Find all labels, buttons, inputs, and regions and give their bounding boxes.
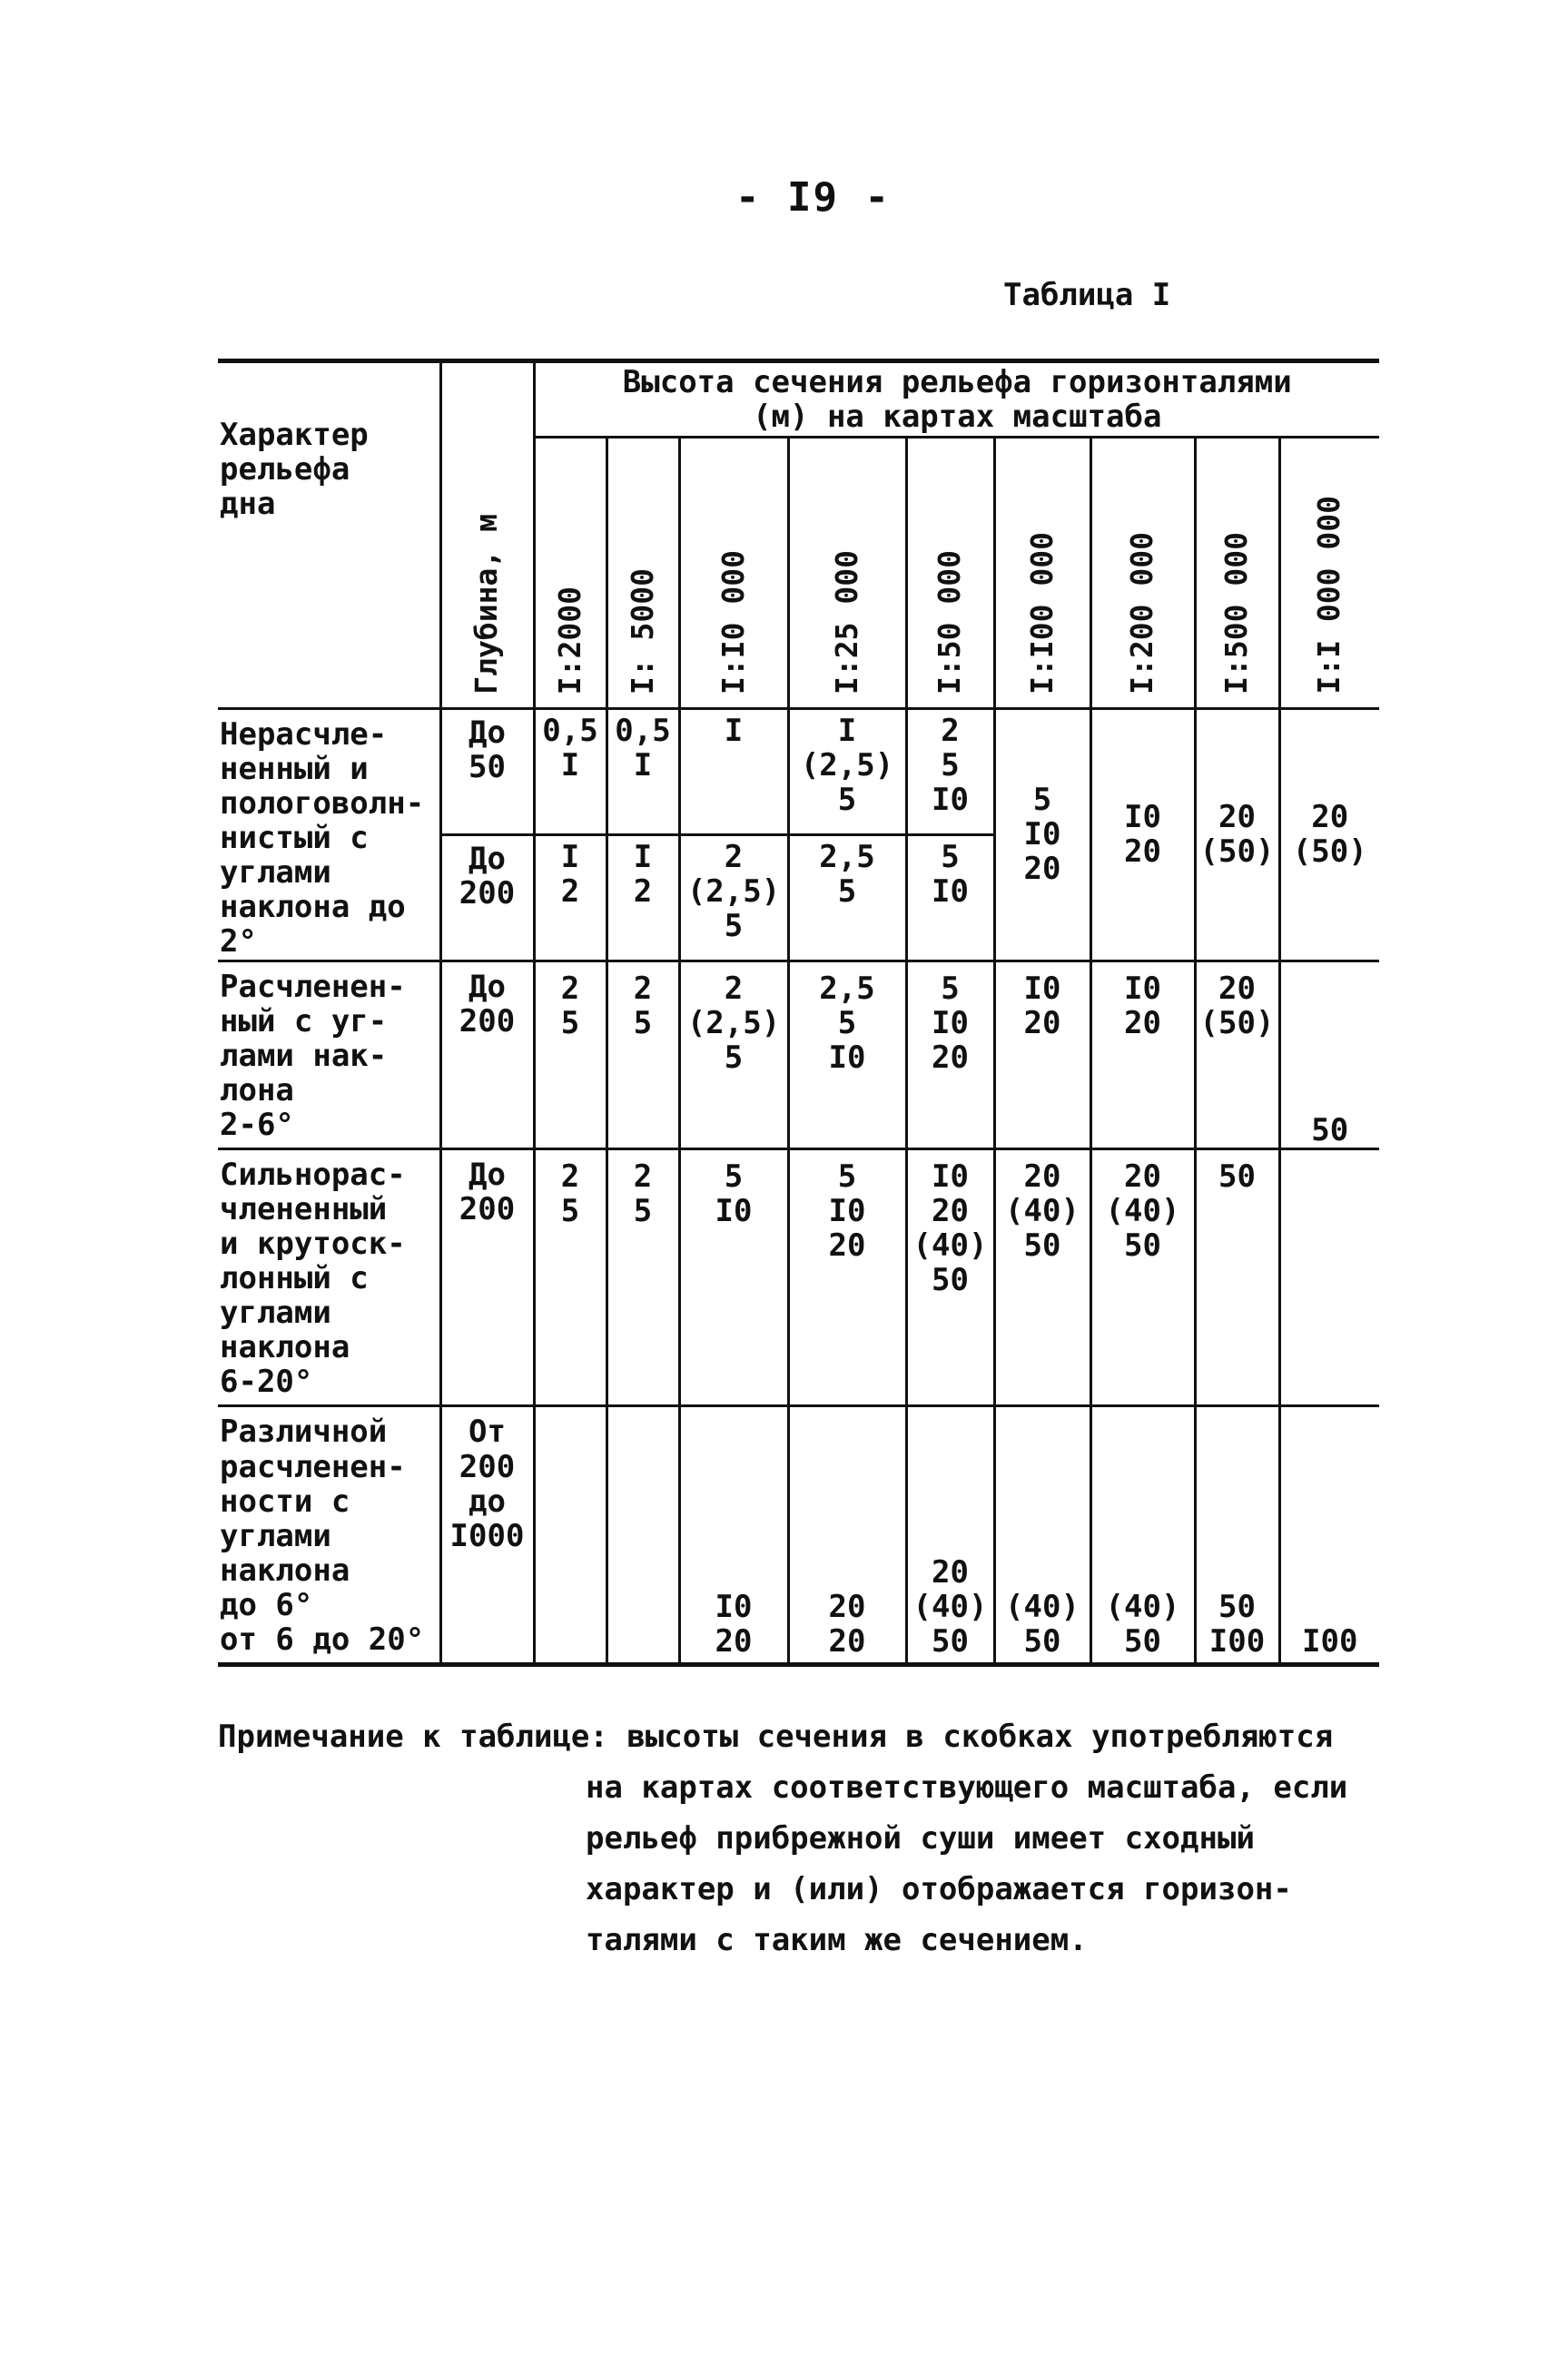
- cell-value: I0: [715, 1193, 753, 1230]
- cell-value: (40): [1005, 1588, 1080, 1625]
- cell-value: До: [468, 840, 506, 877]
- cell-value: 5: [837, 872, 857, 910]
- table-cell: [1090, 961, 1195, 1148]
- cell-value: 2°: [220, 923, 257, 961]
- header-scale: [534, 438, 606, 709]
- table-cell: [906, 961, 994, 1148]
- header-scale-label: I:I00 000: [1023, 532, 1060, 695]
- cell-value: 5: [941, 970, 960, 1007]
- header-relief: [218, 361, 440, 709]
- header-scale-label: I:25 000: [828, 549, 864, 695]
- table-cell: [606, 1148, 679, 1406]
- table-cell: [1195, 961, 1279, 1148]
- table-cell: [788, 709, 906, 835]
- cell-value: I0: [1023, 970, 1061, 1007]
- header-scale: [906, 438, 994, 709]
- header-group-line: Высота сечения рельефа горизонталями: [622, 363, 1292, 400]
- cell-value: I: [633, 747, 653, 784]
- table-row: [218, 709, 1379, 835]
- cell-value: 5: [941, 747, 960, 784]
- cell-value: I: [837, 713, 857, 749]
- table-cell: [534, 1148, 606, 1406]
- cell-value: 50: [1124, 1227, 1161, 1265]
- cell-value: До: [468, 1156, 506, 1193]
- cell-value: ности с: [220, 1483, 350, 1520]
- table-cell: [994, 1406, 1090, 1665]
- cell-value: 5: [633, 1193, 653, 1230]
- table-cell: [788, 1406, 906, 1665]
- table-cell: [1279, 1406, 1379, 1665]
- cell-value: 5: [724, 1158, 744, 1195]
- cell-value: (50): [1199, 1004, 1275, 1041]
- cell-value: I00: [1208, 1622, 1266, 1660]
- table-row: [218, 1148, 1379, 1406]
- table-cell: [679, 709, 788, 835]
- cell-value: 0,5: [542, 713, 598, 749]
- cell-value: I00: [1302, 1622, 1358, 1660]
- cell-value: I0: [1124, 799, 1161, 836]
- table-cell: [440, 1148, 534, 1406]
- header-scale: [1090, 438, 1195, 709]
- note-line: талями с таким же сечением.: [586, 1922, 1088, 1958]
- cell-value: лонный с: [220, 1260, 369, 1297]
- header-scale-label: I:I0 000: [715, 549, 751, 695]
- cell-value: I0: [932, 782, 969, 819]
- table-cell: [218, 1406, 440, 1665]
- header-scale: [606, 438, 679, 709]
- cell-value: члененный: [220, 1191, 388, 1228]
- cell-value: I: [633, 838, 653, 875]
- table-cell: [1090, 1406, 1195, 1665]
- cell-value: I0: [932, 1158, 969, 1195]
- cell-value: От: [468, 1414, 506, 1451]
- cell-value: 20: [932, 1193, 969, 1230]
- note-line: характер и (или) отображается горизон-: [586, 1871, 1292, 1907]
- table-cell: [534, 709, 606, 835]
- cell-value: 5: [560, 1004, 580, 1041]
- cell-value: 20: [1124, 833, 1161, 871]
- cell-value: 5: [837, 782, 857, 819]
- cell-value: 2: [633, 1158, 653, 1195]
- table-cell: [606, 834, 679, 961]
- table-cell: [994, 961, 1090, 1148]
- header-depth: [440, 361, 534, 709]
- cell-value: 50: [1218, 1588, 1256, 1625]
- table-cell: [534, 961, 606, 1148]
- cell-value: (50): [1292, 833, 1367, 871]
- cell-value: 2-6°: [220, 1106, 294, 1143]
- table-cell: [606, 1406, 679, 1665]
- relief-contour-table: [218, 359, 1379, 1667]
- header-scale: [1279, 438, 1379, 709]
- cell-value: 2: [724, 970, 744, 1007]
- cell-value: (40): [1105, 1193, 1180, 1230]
- table-cell: [1195, 1406, 1279, 1665]
- header-scale-label: I: 5000: [624, 567, 660, 695]
- cell-value: (2,5): [800, 747, 894, 784]
- cell-value: I0: [1023, 816, 1061, 853]
- cell-value: I0: [715, 1588, 753, 1625]
- note-line: рельеф прибрежной суши имеет сходный: [586, 1820, 1255, 1857]
- table-cell: [1090, 1148, 1195, 1406]
- header-scale: [679, 438, 788, 709]
- cell-value: До: [468, 714, 506, 751]
- cell-value: 5: [837, 1004, 857, 1041]
- header-scale-label: I:500 000: [1218, 532, 1255, 695]
- cell-value: 2: [560, 1158, 580, 1195]
- cell-value: I: [724, 713, 744, 749]
- cell-value: (2,5): [686, 1004, 781, 1041]
- header-scale: [1195, 438, 1279, 709]
- table-cell: [906, 1406, 994, 1665]
- note-lead: Примечание к таблице: высоты сечения в скобках употребляются: [218, 1719, 1334, 1755]
- cell-value: наклона до: [220, 889, 406, 926]
- table-cell: [440, 834, 534, 961]
- cell-value: до: [468, 1483, 506, 1520]
- cell-value: 20: [1311, 799, 1349, 836]
- cell-value: 50: [932, 1262, 969, 1299]
- header-scale-label: I:200 000: [1124, 532, 1160, 695]
- table-cell: [994, 1148, 1090, 1406]
- cell-value: (50): [1199, 833, 1275, 871]
- table-row: [218, 1406, 1379, 1665]
- cell-value: 20: [1124, 1004, 1161, 1041]
- cell-value: наклона: [220, 1552, 350, 1589]
- cell-value: лона: [220, 1071, 294, 1109]
- table-cell: [906, 709, 994, 835]
- table-cell: [906, 834, 994, 961]
- cell-value: 2,5: [819, 970, 875, 1007]
- cell-value: (40): [912, 1588, 988, 1625]
- table-note: [218, 1711, 1380, 1966]
- cell-value: Сильнорас-: [220, 1156, 406, 1193]
- cell-value: от 6 до 20°: [220, 1621, 425, 1658]
- cell-value: 20: [1218, 799, 1256, 836]
- cell-value: 2: [724, 838, 744, 875]
- cell-value: 20: [932, 1553, 969, 1591]
- cell-value: углами: [220, 854, 331, 892]
- cell-value: Нерасчле-: [220, 716, 388, 753]
- cell-value: наклона: [220, 1329, 350, 1366]
- cell-value: углами: [220, 1517, 331, 1554]
- table-cell: [1279, 961, 1379, 1148]
- table-cell: [606, 709, 679, 835]
- cell-value: 20: [1023, 1004, 1061, 1041]
- table-cell: [994, 709, 1090, 961]
- cell-value: 2: [633, 970, 653, 1007]
- table-cell: [534, 1406, 606, 1665]
- table-cell: [788, 834, 906, 961]
- cell-value: 2: [560, 872, 580, 910]
- table-cell: [679, 1148, 788, 1406]
- cell-value: 5: [633, 1004, 653, 1041]
- cell-value: 20: [715, 1622, 753, 1660]
- cell-value: Различной: [220, 1414, 388, 1451]
- cell-value: 50: [1023, 1227, 1061, 1265]
- cell-value: 50: [1311, 1111, 1349, 1148]
- header-scale-label: I:2000: [551, 586, 587, 695]
- table-cell: [788, 961, 906, 1148]
- header-scale-label: I:I 000 000: [1311, 496, 1347, 695]
- table-row: [218, 961, 1379, 1148]
- table-cell: [440, 709, 534, 835]
- cell-value: 2: [633, 872, 653, 910]
- header-depth-label: Глубина, м: [468, 514, 505, 695]
- table-cell: [1279, 709, 1379, 961]
- page-number: - I9 -: [735, 174, 891, 221]
- cell-value: и крутоск-: [220, 1226, 406, 1263]
- cell-value: 20: [1218, 970, 1256, 1007]
- cell-value: 0,5: [615, 713, 671, 749]
- table-cell: [679, 961, 788, 1148]
- cell-value: 5: [724, 907, 744, 944]
- cell-value: 20: [1124, 1158, 1161, 1195]
- table-cell: [440, 1406, 534, 1665]
- cell-value: I0: [1124, 970, 1161, 1007]
- header-relief-line: Характер: [220, 417, 369, 453]
- cell-value: до 6°: [220, 1586, 313, 1623]
- table-cell: [534, 834, 606, 961]
- cell-value: углами: [220, 1295, 331, 1332]
- table-title: Таблица I: [1003, 277, 1171, 313]
- cell-value: 20: [932, 1039, 969, 1076]
- cell-value: I000: [449, 1517, 525, 1554]
- cell-value: 50: [468, 749, 506, 786]
- cell-value: Расчленен-: [220, 968, 406, 1005]
- cell-value: 5: [837, 1158, 857, 1195]
- table-cell: [218, 1148, 440, 1406]
- cell-value: 50: [1023, 1622, 1061, 1660]
- cell-value: 50: [932, 1622, 969, 1660]
- cell-value: До: [468, 968, 506, 1005]
- cell-value: 2: [560, 970, 580, 1007]
- table-cell: [788, 1148, 906, 1406]
- cell-value: (40): [1005, 1193, 1080, 1230]
- cell-value: (40): [912, 1227, 988, 1265]
- cell-value: ный с уг-: [220, 1002, 388, 1040]
- cell-value: 200: [459, 1002, 516, 1040]
- cell-value: 20: [828, 1622, 866, 1660]
- cell-value: 5: [560, 1193, 580, 1230]
- cell-value: 20: [1023, 1158, 1061, 1195]
- table-cell: [679, 834, 788, 961]
- cell-value: 2: [941, 713, 960, 749]
- cell-value: 200: [459, 1191, 516, 1228]
- table-cell: [1195, 709, 1279, 961]
- table-cell: [1195, 1148, 1279, 1406]
- note-line: на картах соответствующего масштаба, если: [586, 1769, 1348, 1806]
- cell-value: 6-20°: [220, 1364, 313, 1401]
- cell-value: I0: [932, 872, 969, 910]
- table-cell: [218, 961, 440, 1148]
- header-scale: [994, 438, 1090, 709]
- table-cell: [1090, 709, 1195, 961]
- cell-value: 50: [1218, 1158, 1256, 1195]
- header-scale-label: I:50 000: [932, 549, 968, 695]
- cell-value: 5: [1032, 782, 1052, 819]
- table-cell: [606, 961, 679, 1148]
- cell-value: расчленен-: [220, 1448, 406, 1485]
- cell-value: I: [560, 747, 580, 784]
- header-relief-line: дна: [220, 486, 276, 523]
- cell-value: лами нак-: [220, 1037, 388, 1074]
- cell-value: I0: [828, 1039, 866, 1076]
- table-cell: [440, 961, 534, 1148]
- cell-value: (2,5): [686, 872, 781, 910]
- cell-value: I0: [932, 1004, 969, 1041]
- cell-value: пологоволн-: [220, 785, 425, 823]
- cell-value: 200: [459, 874, 516, 911]
- cell-value: I0: [828, 1193, 866, 1230]
- header-scale: [788, 438, 906, 709]
- cell-value: 200: [459, 1448, 516, 1485]
- cell-value: I: [560, 838, 580, 875]
- table-cell: [906, 1148, 994, 1406]
- table-cell: [218, 709, 440, 961]
- header-relief-line: рельефа: [220, 451, 350, 488]
- cell-value: 5: [941, 838, 960, 875]
- cell-value: 20: [828, 1227, 866, 1265]
- cell-value: 20: [1023, 851, 1061, 888]
- header-group-line: (м) на картах масштаба: [753, 399, 1162, 435]
- cell-value: нистый с: [220, 820, 369, 857]
- cell-value: 20: [828, 1588, 866, 1625]
- table-cell: [1279, 1148, 1379, 1406]
- cell-value: (40): [1105, 1588, 1180, 1625]
- cell-value: 5: [724, 1039, 744, 1076]
- table-cell: [679, 1406, 788, 1665]
- cell-value: ненный и: [220, 751, 369, 788]
- cell-value: 2,5: [819, 838, 875, 875]
- cell-value: 50: [1124, 1622, 1161, 1660]
- header-group: [534, 361, 1379, 438]
